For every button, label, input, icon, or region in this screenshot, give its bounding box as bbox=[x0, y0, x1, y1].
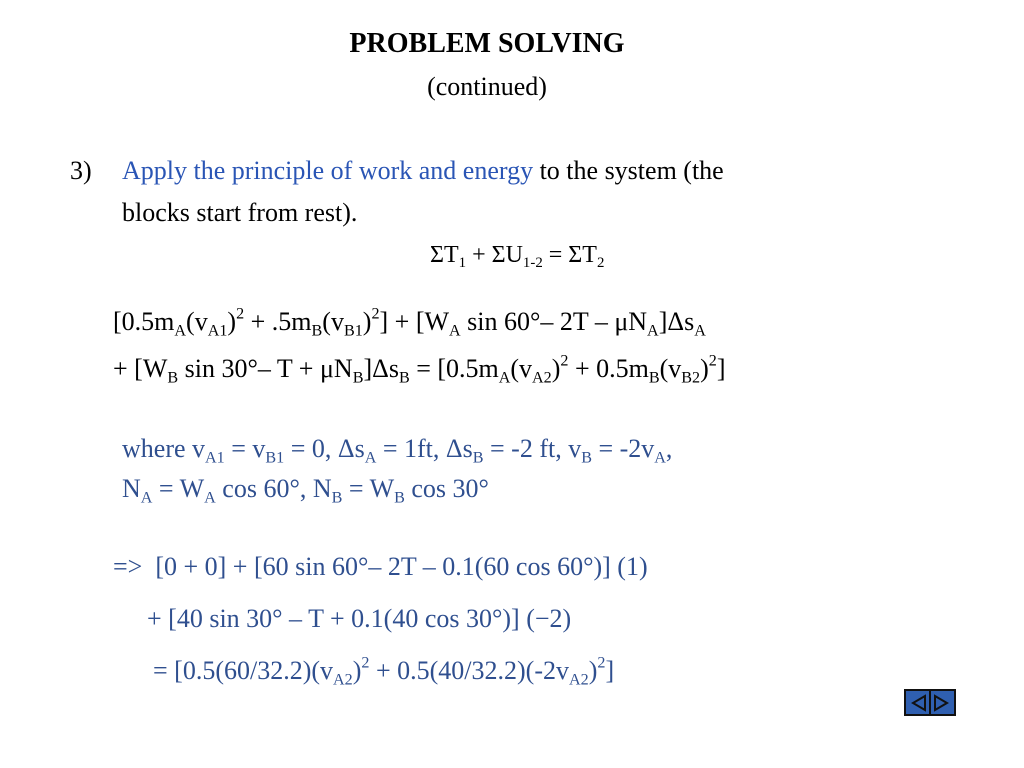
equation-line-1: $[0.5m_A(v_{A1})^2 + .5m_B(v_{B1})^2] + [W_A$ sin 60°– $2T - \mu N_A]\Delta s_A$ bbox=[113, 305, 706, 340]
next-slide-button[interactable] bbox=[931, 693, 951, 713]
step-number: 3) bbox=[70, 156, 92, 185]
work-energy-principle: $\Sigma T_1 + \Sigma U_{1-2} = \Sigma T_2$ bbox=[430, 242, 605, 272]
step-text-line1 bbox=[122, 156, 724, 186]
equation-line-2: + [$W_B$ sin 30°– $T + \mu N_B]\Delta s_B = [0.5m_A(v_{A2})^2 + 0.5m_B(v_{B2})^2]$ bbox=[113, 352, 726, 387]
previous-slide-button[interactable] bbox=[909, 693, 929, 713]
substitution-line-1: => [0 + 0] + [60 sin 60°– 2T – 0.1(60 cos 60°)] (1) bbox=[113, 552, 648, 581]
slide-subtitle: (continued) bbox=[427, 72, 547, 101]
step-highlight: Apply the principle of work and energy bbox=[122, 156, 534, 185]
slide-navigation bbox=[904, 689, 956, 716]
where-line-1: where $v_{A1} = v_{B1} = 0$, $\Delta s_A = 1ft$, $\Delta s_B = -2$ ft, $v_B = -2v_A$, bbox=[122, 434, 673, 467]
step-text-rest: to the system (the bbox=[533, 156, 724, 185]
prev-slide-icon bbox=[910, 694, 928, 712]
substitution-line-3: = $[0.5(60/32.2)(v_{A2})^2 + 0.5(40/32.2)(-2v_{A2})^2]$ bbox=[153, 654, 615, 689]
step-text-line2: blocks start from rest). bbox=[122, 198, 358, 227]
next-slide-icon bbox=[932, 694, 950, 712]
slide-title: PROBLEM SOLVING bbox=[349, 28, 625, 59]
where-line-2: $N_A = W_A$ cos 60°, $N_B = W_B$ cos 30° bbox=[122, 474, 489, 507]
substitution-line-2: + [40 sin 30° – T + 0.1(40 cos 30°)] (−2) bbox=[147, 604, 572, 633]
